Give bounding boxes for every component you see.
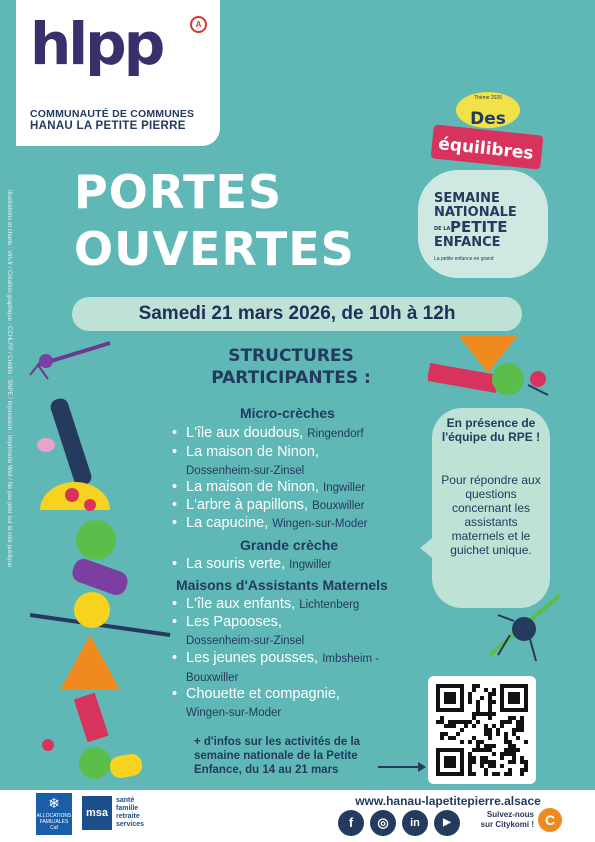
badge-week1: SEMAINE [434,191,500,206]
item-name: Chouette et compagnie, [186,686,340,702]
badge-equilibres: équilibres [437,134,535,164]
structures-heading-line1: STRUCTURES [228,346,354,366]
item-name: L'île aux doudous, [186,425,304,441]
badge-week4: ENFANCE [434,235,501,250]
item-name: La maison de Ninon, [186,479,319,495]
list-item: • La capucine, Wingen-sur-Moder [172,515,368,531]
website-link[interactable]: www.hanau-lapetitepierre.alsace [355,794,541,808]
list-item: • L'île aux doudous, Ringendorf [172,425,364,441]
community-line2: HANAU LA PETITE PIERRE [30,120,186,132]
rpe-bubble-text: Pour répondre aux questions concernant les assistants maternels et le guichet unique. [441,473,541,557]
balance-illustration [20,335,180,790]
date-banner: Samedi 21 mars 2026, de 10h à 12h [72,297,522,331]
item-place: Ingwiller [323,482,366,494]
item-name: La souris verte, [186,556,286,572]
arrow-right-icon [378,766,424,768]
item-place: Dossenheim-sur-Zinsel [186,465,305,477]
msa-line2: famille [116,805,139,812]
list-item: • La maison de Ninon, Ingwiller [172,479,366,495]
list-item: • L'île aux enfants, Lichtenberg [172,596,360,612]
structures-heading [186,345,396,389]
right-decoration-top [428,335,578,415]
item-name: Les Papooses, [186,614,282,630]
msa-line4: services [116,821,145,828]
section-title: Grande crèche [240,537,339,553]
msa-line1: santé [116,797,135,804]
more-info: + d'infos sur les activités de la semaine nationale de la Petite Enfance, du 14 au 21 mars [194,736,361,776]
section-title: Micro-crèches [240,405,335,421]
list-item: • Les Papooses, Dossenheim-sur-Zinsel [186,614,304,650]
facebook-icon[interactable]: f [338,810,364,836]
item-place: Ringendorf [307,428,364,440]
semaine-petite-enfance-badge [418,88,548,278]
hlpp-logo [30,12,162,76]
logo-letters: hlpp [30,10,163,78]
citykomi-icon[interactable]: C [538,808,562,832]
alsace-apple-icon: A [190,16,207,33]
item-place: Ingwiller [289,559,332,571]
caf-text: ALLOCATIONS FAMILIALES Caf [36,813,72,831]
credits-text: Illustrations et charte : vlm.fr / Création graphique : CCHLPP / Crédits : SNPE / Impression : Imprimerie Weil / Ne pas jeter sur la voie publique [6,190,12,568]
item-place: Lichtenberg [299,599,360,611]
item-name: Les jeunes pousses, [186,650,319,666]
item-name: L'île aux enfants, [186,596,296,612]
section-title: Maisons d'Assistants Maternels [176,577,388,593]
list-item: • La souris verte, Ingwiller [172,556,332,572]
item-place: Imbsheim - [322,653,380,665]
item-name: La maison de Ninon, [186,444,319,460]
citykomi-text [472,810,534,830]
msa-logo: msa [82,796,112,830]
badge-tagline: La petite enfance en grand [434,256,494,262]
citykomi-line1: Suivez-nous [486,810,534,819]
badge-de-la: DE LA [434,226,451,232]
title-line1: PORTES [74,165,283,219]
credits-vertical [2,190,14,750]
badge-des: Des [470,109,506,129]
rpe-bubble-strong: En présence de l'équipe du RPE ! [441,416,541,444]
instagram-icon[interactable]: ◎ [370,810,396,836]
badge-week3: PETITE [450,218,508,236]
citykomi-line2: sur Citykomi ! [480,820,534,829]
community-line1: COMMUNAUTÉ DE COMMUNES [30,108,195,120]
title-line2: OUVERTES [74,222,355,276]
badge-small: Thème 2026 [473,95,503,101]
youtube-icon[interactable]: ▶ [434,810,460,836]
badge-week2: NATIONALE [434,205,517,220]
list-item: • Chouette et compagnie, Wingen-sur-Moder [186,686,340,722]
item-place: Dossenheim-sur-Zinsel [186,635,305,647]
list-item: • La maison de Ninon, Dossenheim-sur-Zinsel [186,444,319,480]
linkedin-icon[interactable]: in [402,810,428,836]
caf-logo [36,793,72,835]
qr-code[interactable] [436,684,528,776]
item-place: Wingen-sur-Moder [272,518,368,530]
item-name: L'arbre à papillons, [186,497,309,513]
msa-line3: retraite [116,813,140,820]
item-place-2: Bouxwiller [186,672,239,684]
list-item: • Les jeunes pousses, Imbsheim - Bouxwiller [186,650,379,687]
item-place: Wingen-sur-Moder [186,707,282,719]
structures-heading-line2: PARTICIPANTES : [211,368,371,388]
item-place: Bouxwiller [312,500,365,512]
list-item: • L'arbre à papillons, Bouxwiller [172,497,365,513]
caf-snowflake-icon: ❄ [48,795,60,811]
item-name: La capucine, [186,515,269,531]
msa-text [116,797,144,829]
